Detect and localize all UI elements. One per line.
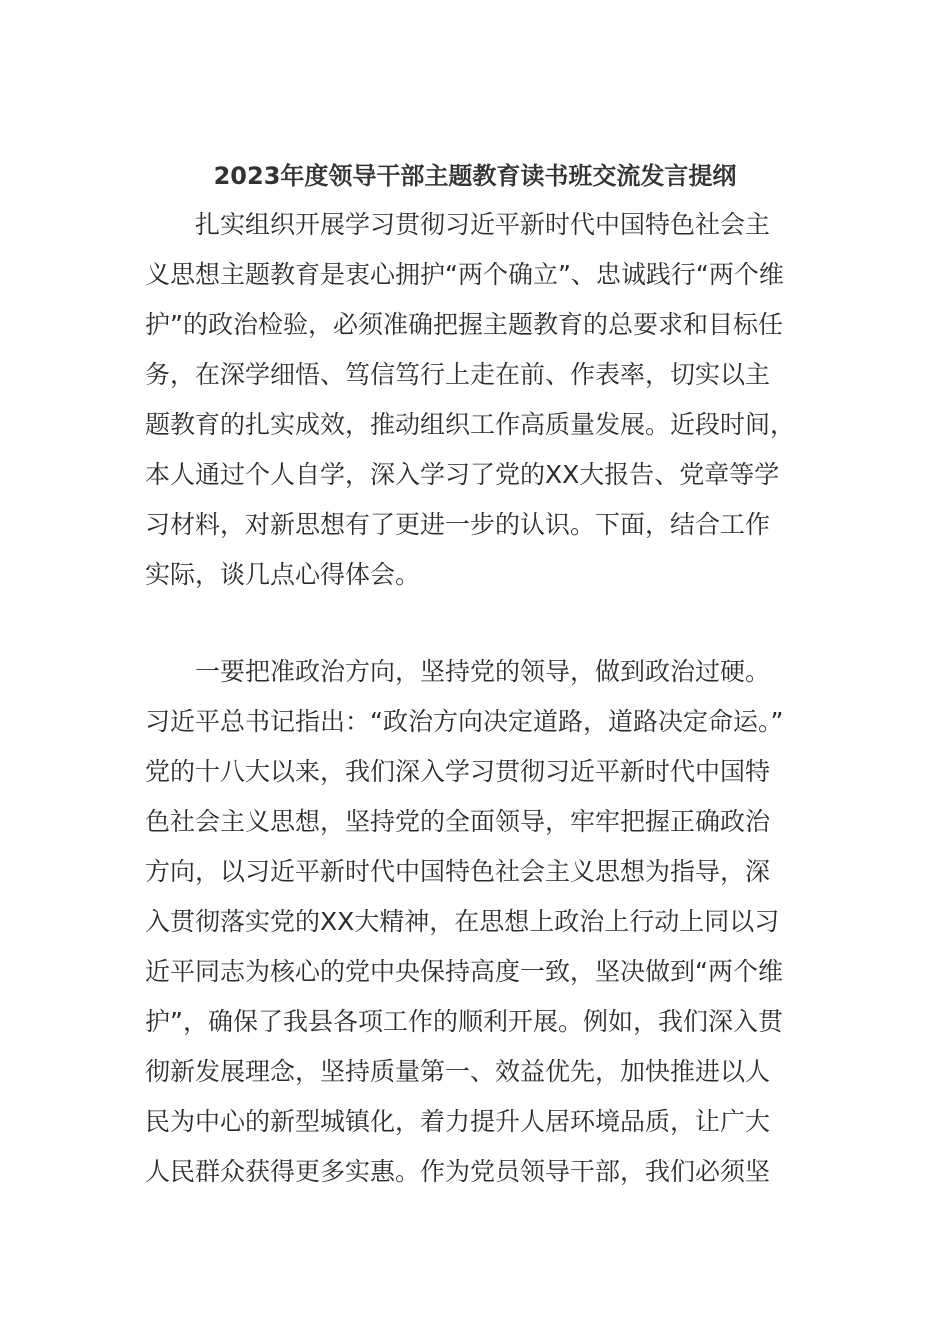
paragraph-line: 义思想主题教育是衷心拥护“两个确立”、忠诚践行“两个维 <box>145 260 784 289</box>
paragraph-line: 色社会主义思想，坚持党的全面领导，牢牢把握正确政治 <box>145 807 771 836</box>
paragraph-line: 入贯彻落实党的XX大精神，在思想上政治上行动上同以习 <box>145 907 780 936</box>
document-title: 2023年度领导干部主题教育读书班交流发言提纲 <box>213 162 737 190</box>
paragraph-line: 人民群众获得更多实惠。作为党员领导干部，我们必须坚 <box>145 1157 771 1186</box>
paragraph-line: 务，在深学细悟、笃信笃行上走在前、作表率，切实以主 <box>145 360 771 389</box>
paragraph-2 <box>145 647 810 1197</box>
paragraph-line: 护”，确保了我县各项工作的顺利开展。例如，我们深入贯 <box>145 1007 783 1036</box>
paragraph-line: 党的十八大以来，我们深入学习贯彻习近平新时代中国特 <box>145 757 771 786</box>
paragraph-line: 扎实组织开展学习贯彻习近平新时代中国特色社会主 <box>195 210 771 239</box>
paragraph-line: 实际，谈几点心得体会。 <box>145 560 421 589</box>
paragraph-line: 护”的政治检验，必须准确把握主题教育的总要求和目标任 <box>145 310 783 339</box>
paragraph-line: 近平同志为核心的党中央保持高度一致，坚决做到“两个维 <box>145 957 783 986</box>
paragraph-line: 彻新发展理念，坚持质量第一、效益优先，加快推进以人 <box>145 1057 771 1086</box>
paragraph-line: 题教育的扎实成效，推动组织工作高质量发展。近段时间， <box>145 410 796 439</box>
paragraph-line: 习近平总书记指出：“政治方向决定道路，道路决定命运。” <box>145 707 784 736</box>
paragraph-line: 习材料，对新思想有了更进一步的认识。下面，结合工作 <box>145 510 771 539</box>
paragraph-line: 本人通过个人自学，深入学习了党的XX大报告、党章等学 <box>145 460 780 489</box>
paragraph-line: 方向，以习近平新时代中国特色社会主义思想为指导，深 <box>145 857 771 886</box>
paragraph-line: 民为中心的新型城镇化，着力提升人居环境品质，让广大 <box>145 1107 771 1136</box>
paragraph-1 <box>145 200 810 600</box>
paragraph-line: 一要把准政治方向，坚持党的领导，做到政治过硬。 <box>195 657 771 686</box>
